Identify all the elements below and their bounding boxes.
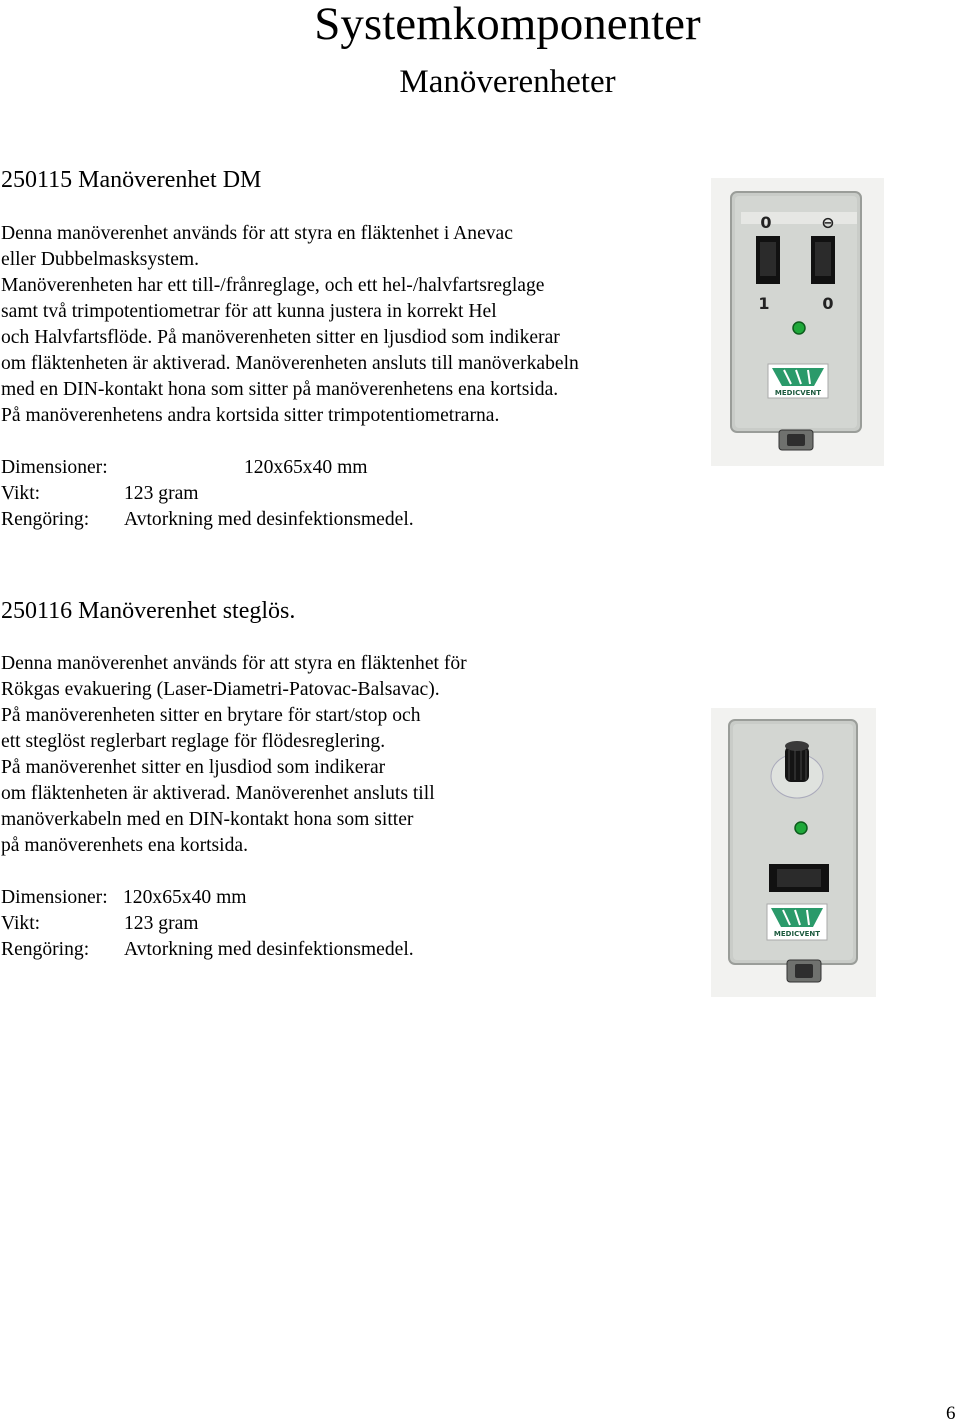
spec-value: Avtorkning med desinfektionsmedel. xyxy=(124,509,414,530)
spec-label: Dimensioner: xyxy=(1,457,108,478)
product-2-line: Denna manöverenhet används för att styra en fläktenhet för xyxy=(1,653,467,674)
page-subtitle: Manöverenheter xyxy=(399,64,616,100)
product-1-line: eller Dubbelmasksystem. xyxy=(1,249,200,270)
switch-label-on: 1 xyxy=(758,294,770,313)
led-indicator xyxy=(795,822,807,834)
product-2-dimensions xyxy=(1,885,501,911)
product-2-line: Rökgas evakuering (Laser-Diametri-Patovac-Balsavac). xyxy=(1,679,440,700)
switch-label-zero: 0 xyxy=(822,294,834,313)
product-2-weight xyxy=(1,911,501,937)
page-title: Systemkomponenter xyxy=(314,0,701,50)
product-2-photo xyxy=(711,708,876,997)
product-2-line: om fläktenheten är aktiverad. Manöverenhet ansluts till xyxy=(1,783,435,804)
product-2-heading: 250116 Manöverenhet steglös. xyxy=(1,598,296,624)
spec-label: Rengöring: xyxy=(1,939,90,960)
spec-label: Dimensioner: xyxy=(1,887,108,908)
product-1-line: med en DIN-kontakt hona som sitter på manöverenhetens ena kortsida. xyxy=(1,379,559,400)
spec-value: 123 gram xyxy=(124,913,199,934)
product-1-line: samt två trimpotentiometrar för att kunna justera in korrekt Hel xyxy=(1,301,497,322)
product-2-line: På manöverenheten sitter en brytare för start/stop och xyxy=(1,705,421,726)
product-1-line: Manöverenheten har ett till-/frånreglage, och ett hel-/halvfartsreglage xyxy=(1,275,545,296)
spec-label: Rengöring: xyxy=(1,509,90,530)
product-1-photo xyxy=(711,178,884,466)
product-1-description xyxy=(1,221,579,429)
product-1-line: På manöverenhetens andra kortsida sitter trimpotentiometrarna. xyxy=(1,405,500,426)
product-1-heading: 250115 Manöverenhet DM xyxy=(1,167,262,193)
spec-value: 123 gram xyxy=(124,483,199,504)
led-indicator xyxy=(793,322,805,334)
switch-label-off: 0 xyxy=(760,213,772,232)
product-2-line: på manöverenhets ena kortsida. xyxy=(1,835,249,856)
logo-text: MEDICVENT xyxy=(774,389,822,397)
product-1-cleaning xyxy=(1,507,501,533)
product-1-weight xyxy=(1,481,501,507)
product-2-device-image xyxy=(711,708,876,997)
logo-text: MEDICVENT xyxy=(773,930,821,938)
product-2-description xyxy=(1,651,467,859)
product-1-device-image xyxy=(711,178,884,466)
product-2-line: manöverkabeln med en DIN-kontakt hona som sitter xyxy=(1,809,414,830)
spec-value: Avtorkning med desinfektionsmedel. xyxy=(124,939,414,960)
product-2-cleaning xyxy=(1,937,501,963)
product-1-dimensions xyxy=(1,455,501,481)
switch-label-half: ⊖ xyxy=(821,213,835,232)
product-1-line: och Halvfartsflöde. På manöverenheten sitter en ljusdiod som indikerar xyxy=(1,327,560,348)
spec-label: Vikt: xyxy=(1,483,41,504)
product-2-line: På manöverenhet sitter en ljusdiod som indikerar xyxy=(1,757,386,778)
spec-value: 120x65x40 mm xyxy=(123,887,247,908)
product-1-line: om fläktenheten är aktiverad. Manöverenheten ansluts till manöverkabeln xyxy=(1,353,579,374)
spec-label: Vikt: xyxy=(1,913,41,934)
product-1-line: Denna manöverenhet används för att styra en fläktenhet i Anevac xyxy=(1,223,513,244)
spec-value: 120x65x40 mm xyxy=(244,457,368,478)
page-number: 6 xyxy=(946,1403,956,1424)
product-2-line: ett steglöst reglerbart reglage för flödesreglering. xyxy=(1,731,386,752)
